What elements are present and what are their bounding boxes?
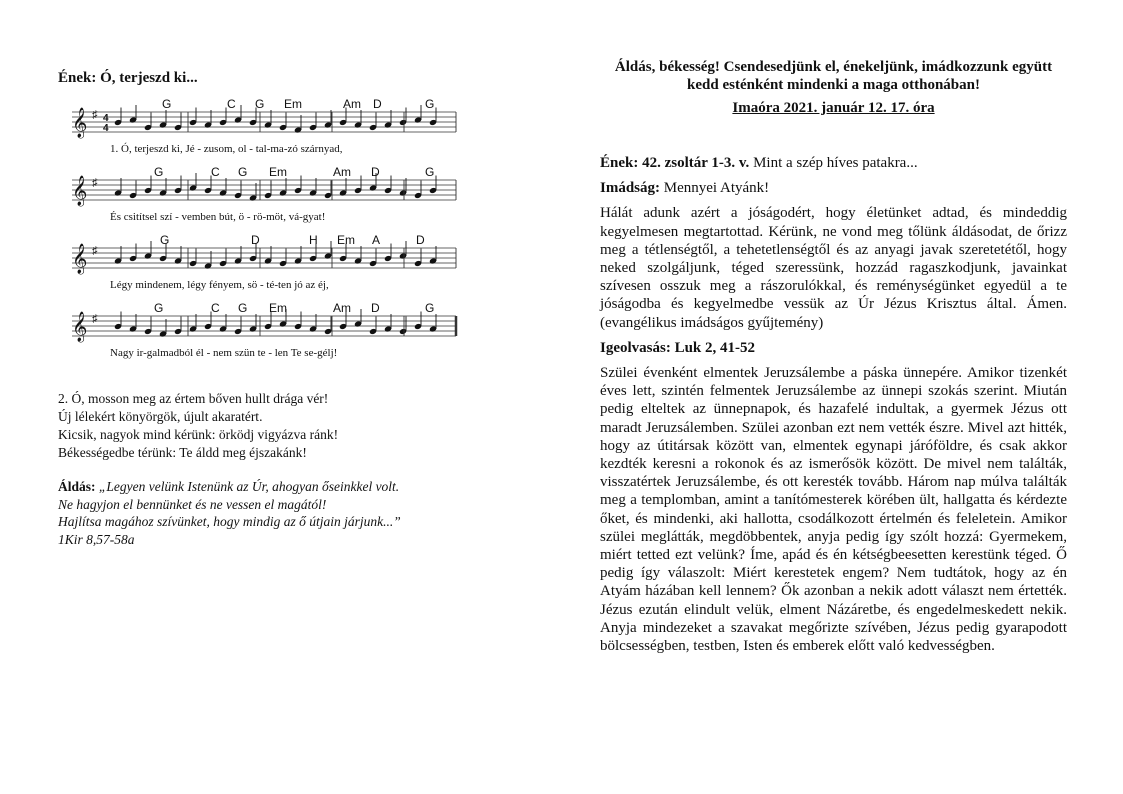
chord-symbol: Em	[337, 233, 355, 247]
chord-symbol: G	[162, 98, 172, 111]
reading-label: Igeolvasás: Luk 2, 41-52	[600, 339, 756, 356]
chord-symbol: D	[373, 98, 382, 111]
chord-symbol: G	[425, 98, 435, 111]
sharp-sign: ♯	[92, 177, 98, 189]
stanza-two	[58, 390, 338, 462]
treble-clef-icon: 𝄞	[72, 107, 88, 137]
sharp-sign: ♯	[92, 109, 98, 121]
time-signature: 4	[103, 113, 109, 124]
song-label: Ének: 42. zsoltár 1-3. v.	[600, 155, 750, 171]
lyrics-line: 1. Ó, terjeszd ki, Jé - zusom, ol - tal-ma-zó szárnyad,	[110, 143, 343, 155]
header-line: Áldás, békesség! Csendesedjünk el, énekeljünk, imádkozzunk együtt	[614, 59, 1053, 75]
chord-symbol: D	[371, 165, 380, 179]
sharp-sign: ♯	[92, 245, 98, 257]
header-line: kedd esténként mindenki a maga otthonában!	[687, 77, 980, 93]
chord-symbol: G	[154, 301, 164, 315]
chord-symbol: G	[238, 165, 248, 179]
blessing-reference: 1Kir 8,57-58a	[58, 531, 135, 547]
song-text: Mint a szép híves patakra...	[749, 155, 918, 171]
reading-body: Szülei évenként elmentek Jeruzsálembe a páska ünnepére. Amikor tizenkét éves lett, szintén felmentek Jeruzsálembe az ünnepi szokás szerint. Miután pedig elteltek az ünnepnapok, és hazafelé indultak, a gyermek Jézus ott maradt Jeruzsálemben. Szülei azonban ezt nem vették észre. Mivel azt hitték, hogy az útitársak között van, elmentek egynapi járóföldre, és csak akkor kezdték keresni a rokonok és az ismerősök között. De mivel nem találták, visszatértek Jeruzsálembe, és ott keresték tovább. Három nap múlva találták meg a templomban, amint a tanítómesterek körében ült, hallgatta és kérdezte őket, és mindenki, aki hallotta, csodálkozott értelmén és feleletein. Amikor szülei meglátták, megdöbbentek, anyja pedig így szólt hozzá: Gyermekem, miért tetted ezt velünk? Íme, apád és én kétségbeesetten kerestünk téged. Ő pedig így válaszolt: Miért kerestetek engem? Nem tudtátok, hogy az én Atyám házában kell lennem? Ők azonban a nekik adott választ nem értették. Jézus ezután elindult velük, elment Názáretbe, és engedelmeskedett nekik. Anyja mindezeket a szavakat megőrizte szívében, Jézus pedig gyarapodott bölcsességben, testben, Isten és emberek előtt való kedvességben.	[600, 365, 1067, 655]
blessing-label: Áldás:	[58, 479, 96, 494]
blessing-line: Hajlítsa magához szívünket, hogy mindig az ő útjain járjunk...”	[58, 514, 401, 529]
chord-symbol: D	[416, 233, 425, 247]
left-page	[58, 70, 478, 87]
chord-symbol: Am	[333, 165, 351, 179]
chord-symbol: D	[251, 233, 260, 247]
chord-symbol: A	[372, 233, 381, 247]
chord-symbol: G	[160, 233, 170, 247]
treble-clef-icon: 𝄞	[72, 175, 88, 205]
chord-symbol: G	[255, 98, 265, 111]
prayer-body: Hálát adunk azért a jóságodért, hogy életünket adtad, és mindeddig kegyelmesen megtartottad. Kérünk, ne vond meg tőlünk áldásodat, de őrizz meg a tétlenségtől, a tehetetlenségtől és az anyagi javak szeretetétől, hogy neked szolgáljunk, téged szeressünk, hozzád ragaszkodjunk, javainkat szívesen osszuk meg a rászorulókkal, és reménységünket egyedül a te jóságodba és kegyelmedbe vessük az Úr Jézus Krisztus által. Ámen. (evangélikus imádságos gyűjtemény)	[600, 205, 1067, 331]
prayer-text: Mennyei Atyánk!	[660, 180, 770, 197]
right-page	[600, 58, 1067, 655]
blessing-line: Ne hagyjon el bennünket és ne vessen el magától!	[58, 496, 327, 512]
lyrics-line: Nagy ir-galmadból él - nem szün te - len Te se-gélj!	[110, 347, 338, 359]
stanza-line: Kicsik, nagyok mind kérünk: örködj vigyázva ránk!	[58, 427, 339, 442]
chord-symbol: G	[425, 165, 435, 179]
chord-symbol: G	[425, 301, 435, 315]
lyrics-line: Légy mindenem, légy fényem, sö - té-ten jó az éj,	[110, 279, 329, 291]
song-line	[600, 154, 1067, 172]
chord-symbol: Em	[269, 301, 287, 315]
music-score	[70, 98, 460, 378]
blessing-line: „Legyen velünk Istenünk az Úr, ahogyan őseinkkel volt.	[98, 479, 400, 494]
date-line: Imaóra 2021. január 12. 17. óra	[732, 100, 935, 116]
reading-heading	[600, 339, 1067, 357]
blessing-block	[58, 478, 468, 548]
treble-clef-icon: 𝄞	[72, 243, 88, 273]
song-heading: Ének: Ó, terjeszd ki...	[58, 70, 198, 86]
chord-symbol: Am	[343, 98, 361, 111]
treble-clef-icon: 𝄞	[72, 311, 88, 341]
chord-symbol: Am	[333, 301, 351, 315]
sharp-sign: ♯	[92, 313, 98, 325]
stanza-line: Új lélekért könyörgök, újult akaratért.	[58, 409, 263, 424]
chord-symbol: G	[238, 301, 248, 315]
prayer-label: Imádság:	[600, 180, 661, 197]
chord-symbol: C	[211, 301, 220, 315]
stanza-line: 2. Ó, mosson meg az értem bőven hullt drága vér!	[58, 391, 329, 406]
prayer-line	[600, 179, 1067, 197]
stanza-line: Békességedbe térünk: Te áldd meg éjszakánk!	[58, 445, 307, 460]
chord-symbol: C	[211, 165, 220, 179]
chord-symbol: Em	[284, 98, 302, 111]
chord-symbol: D	[371, 301, 380, 315]
time-signature: 4	[103, 123, 109, 134]
chord-symbol: G	[154, 165, 164, 179]
chord-symbol: Em	[269, 165, 287, 179]
chord-symbol: H	[309, 233, 318, 247]
chord-symbol: C	[227, 98, 236, 111]
lyrics-line: És csitítsel szí - vemben bút, ö - rö-möt, vá-gyat!	[110, 211, 326, 223]
